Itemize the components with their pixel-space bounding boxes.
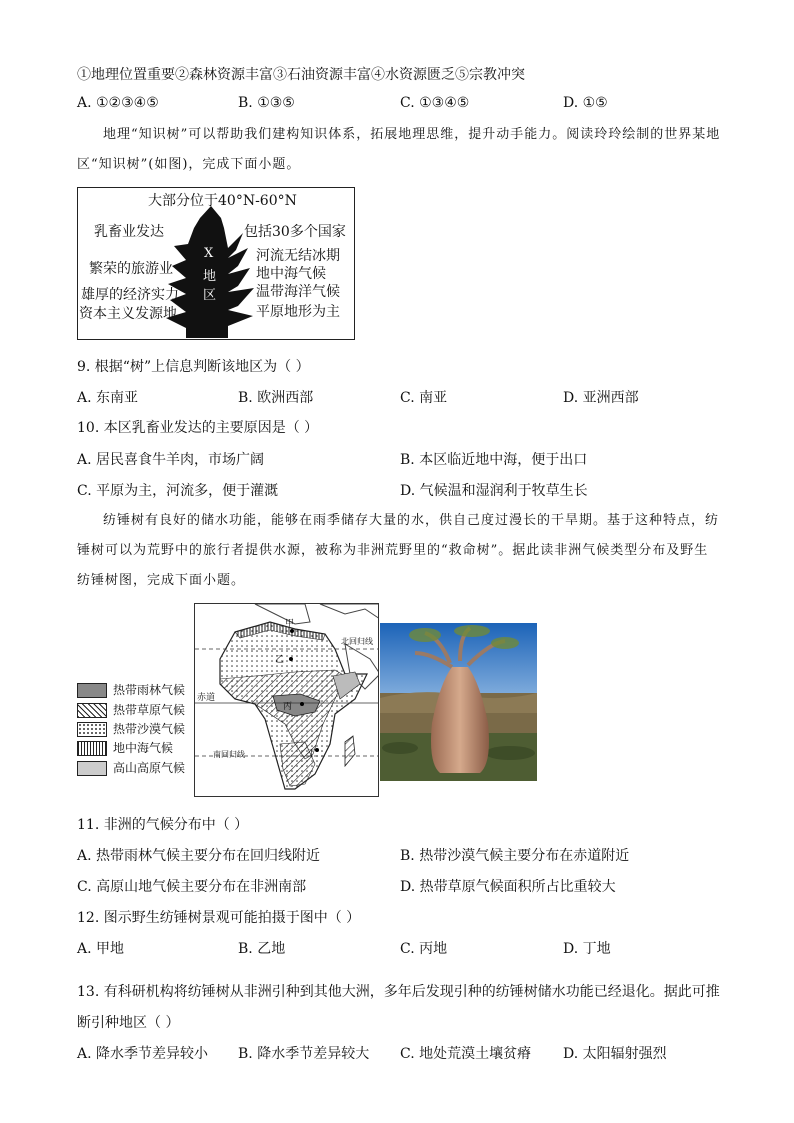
tree-left-1: 乳畜业发达: [94, 224, 164, 240]
q11-option-d: D. 热带草原气候面积所占比重较大: [400, 879, 616, 895]
option-a: A. ①②③④⑤: [77, 95, 159, 111]
tree-right-3: 地中海气候: [256, 266, 326, 282]
q9-option-d: D. 亚洲西部: [563, 390, 639, 406]
tree-top-label: 大部分位于40°N-60°N: [148, 193, 297, 209]
legend-mediterranean: [77, 739, 173, 754]
map-label-ding: 丁: [307, 749, 317, 759]
tree-trunk-qu: 区: [203, 288, 217, 303]
passage-spindle-tree: [77, 506, 722, 596]
q13-option-b: B. 降水季节差异较大: [238, 1046, 370, 1062]
q11-stem: 11. 非洲的气候分布中（ ）: [77, 817, 249, 833]
tree-right-2: 河流无结冰期: [256, 248, 340, 264]
legend-label: 热带雨林气候: [113, 683, 186, 697]
q13-option-d: D. 太阳辐射强烈: [563, 1046, 667, 1062]
tree-left-2: 繁荣的旅游业: [89, 261, 173, 277]
q12-stem: 12. 图示野生纺锤树景观可能拍摄于图中（ ）: [77, 910, 361, 926]
legend-highland: [77, 759, 185, 774]
legend-swatch: [77, 703, 107, 718]
tree-trunk-x: X: [204, 246, 214, 261]
legend-swatch: [77, 683, 107, 698]
option-b: B. ①③⑤: [238, 95, 295, 111]
q9-option-c: C. 南亚: [400, 390, 448, 406]
tree-left-3: 雄厚的经济实力: [81, 287, 179, 303]
q11-option-c: C. 高原山地气候主要分布在非洲南部: [77, 879, 307, 895]
map-label-equator: 赤道: [197, 693, 216, 703]
option-d: D. ①⑤: [563, 95, 608, 111]
africa-climate-map: [194, 603, 379, 797]
passage-text: 地理“知识树”可以帮助我们建构知识体系，拓展地理思维，提升动手能力。阅读玲玲绘制的世界某地区“知识树”(如图)，完成下面小题。: [77, 127, 721, 172]
spindle-tree-illustration: [380, 623, 537, 781]
tree-trunk-di: 地: [203, 269, 217, 284]
tree-left-4: 资本主义发源地: [79, 306, 177, 322]
tree-right-5: 平原地形为主: [256, 304, 340, 320]
q12-option-d: D. 丁地: [563, 941, 611, 957]
q10-option-d: D. 气候温和湿润利于牧草生长: [400, 483, 588, 499]
q12-option-b: B. 乙地: [238, 941, 286, 957]
q13-option-a: A. 降水季节差异较小: [77, 1046, 209, 1062]
map-label-tropic-north: 北回归线: [341, 637, 373, 646]
tree-right-4: 温带海洋气候: [256, 284, 340, 300]
legend-label: 高山高原气候: [113, 761, 186, 775]
legend-swatch: [77, 722, 107, 737]
tree-right-1: 包括30多个国家: [244, 224, 346, 240]
q12-option-c: C. 丙地: [400, 941, 448, 957]
option-c: C. ①③④⑤: [400, 95, 470, 111]
q11-option-b: B. 热带沙漠气候主要分布在赤道附近: [400, 848, 630, 864]
q10-stem: 10. 本区乳畜业发达的主要原因是（ ）: [77, 420, 319, 436]
legend-rainforest: [77, 681, 185, 696]
intro-line: ①地理位置重要②森林资源丰富③石油资源丰富④水资源匮乏⑤宗教冲突: [77, 67, 525, 83]
legend-savanna: [77, 701, 185, 716]
q10-option-c: C. 平原为主，河流多，便于灌溉: [77, 483, 279, 499]
legend-desert: [77, 720, 185, 735]
passage-text: 纺锤树有良好的储水功能，能够在雨季储存大量的水，供自己度过漫长的干旱期。基于这种特点，纺锤树可以为荒野中的旅行者提供水源，被称为非洲荒野里的“救命树”。据此读非洲气候类型分布及野生纺锤树图，完成下面小题。: [77, 513, 720, 588]
q9-option-a: A. 东南亚: [77, 390, 139, 406]
legend-swatch: [77, 761, 107, 776]
legend-label: 热带草原气候: [113, 703, 186, 717]
q13-stem-line1: 13. 有科研机构将纺锤树从非洲引种到其他大洲，多年后发现引种的纺锤树储水功能已经退化。据此可推: [77, 984, 720, 1000]
map-label-bing: 丙: [283, 702, 293, 712]
legend-label: 热带沙漠气候: [113, 722, 186, 736]
map-label-jia: 甲: [285, 619, 295, 629]
q13-stem-line2: 断引种地区（ ）: [77, 1015, 180, 1031]
q12-option-a: A. 甲地: [77, 941, 125, 957]
q9-stem: 9. 根据“树”上信息判断该地区为（ ）: [77, 359, 310, 375]
q9-option-b: B. 欧洲西部: [238, 390, 314, 406]
map-label-tropic-south: 南回归线: [213, 750, 245, 759]
map-label-yi: 乙: [275, 655, 285, 665]
passage-knowledge-tree: [77, 120, 722, 180]
spindle-tree-photo: [380, 623, 537, 781]
q11-option-a: A. 热带雨林气候主要分布在回归线附近: [77, 848, 321, 864]
legend-swatch: [77, 741, 107, 756]
legend-label: 地中海气候: [113, 741, 174, 755]
knowledge-tree-figure: [77, 187, 355, 340]
q10-option-a: A. 居民喜食牛羊肉，市场广阔: [77, 452, 265, 468]
q13-option-c: C. 地处荒漠土壤贫瘠: [400, 1046, 532, 1062]
q10-option-b: B. 本区临近地中海，便于出口: [400, 452, 588, 468]
